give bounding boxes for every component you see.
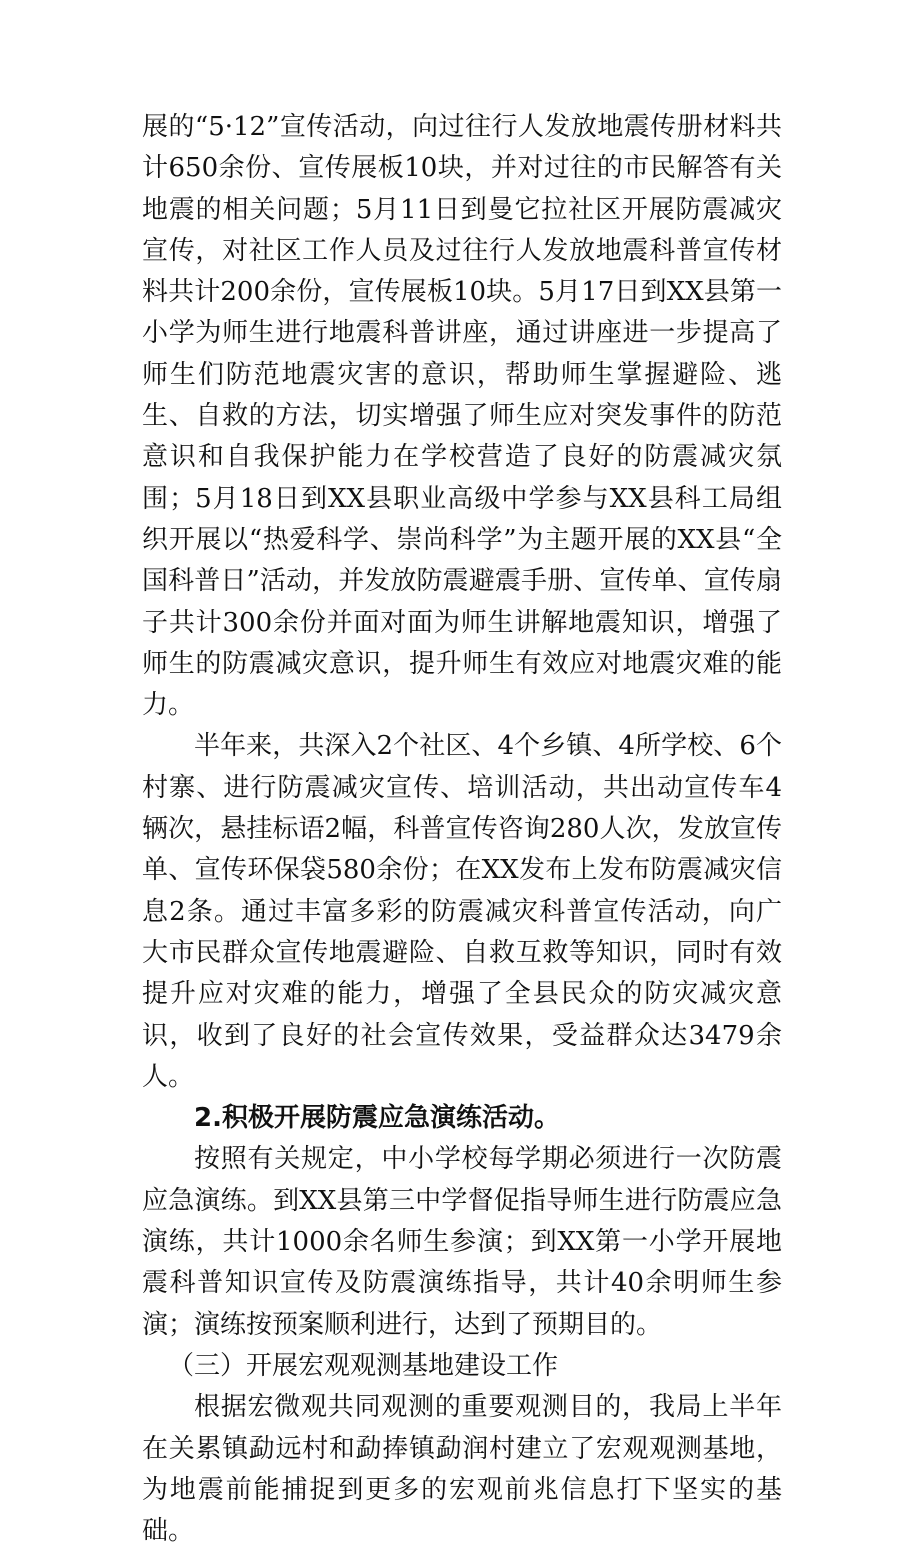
document-body — [142, 107, 782, 1552]
paragraph-macro-observation: 根据宏微观共同观测的重要观测目的，我局上半年在关累镇勐远村和勐捧镇勐润村建立了宏观观测基地，为地震前能捕捉到更多的宏观前兆信息打下坚实的基础。 — [142, 1392, 782, 1547]
paragraph-emergency-drills: 按照有关规定，中小学校每学期必须进行一次防震应急演练。到XX县第三中学督促指导师生进行防震应急演练，共计1000余名师生参演；到XX第一小学开展地震科普知识宣传及防震演练指导，共计40余明师生参演；演练按预案顺利进行，达到了预期目的。 — [142, 1144, 782, 1340]
section-heading-macro-observation: （三）开展宏观观测基地建设工作 — [168, 1350, 559, 1381]
section-heading-emergency-drills: 2.积极开展防震应急演练活动。 — [194, 1103, 560, 1134]
paragraph-half-year-summary: 半年来，共深入2个社区、4个乡镇、4所学校、6个村寨、进行防震减灾宣传、培训活动，共出动宣传车4辆次，悬挂标语2幅，科普宣传咨询280人次，发放宣传单、宣传环保袋580余份；在XX发布上发布防震减灾信息2条。通过丰富多彩的防震减灾科普宣传活动，向广大市民群众宣传地震避险、自救互救等知识，同时有效提升应对灾难的能力，增强了全县民众的防灾减灾意识，收到了良好的社会宣传效果，受益群众达3479余人。 — [142, 731, 782, 1092]
paragraph-continuation-publicity-activities: 展的“5·12”宣传活动，向过往行人发放地震传册材料共计650余份、宣传展板10块，并对过往的市民解答有关地震的相关问题；5月11日到曼它拉社区开展防震减灾宣传，对社区工作人员及过往行人发放地震科普宣传材料共计200余份，宣传展板10块。5月17日到XX县第一小学为师生进行地震科普讲座，通过讲座进一步提高了师生们防范地震灾害的意识，帮助师生掌握避险、逃生、自救的方法，切实增强了师生应对突发事件的防范意识和自我保护能力在学校营造了良好的防震减灾氛围；5月18日到XX县职业高级中学参与XX县科工局组织开展以“热爱科学、崇尚科学”为主题开展的XX县“全国科普日”活动，并发放防震避震手册、宣传单、宣传扇子共计300余份并面对面为师生讲解地震知识，增强了师生的防震减灾意识，提升师生有效应对地震灾难的能力。 — [142, 112, 782, 721]
